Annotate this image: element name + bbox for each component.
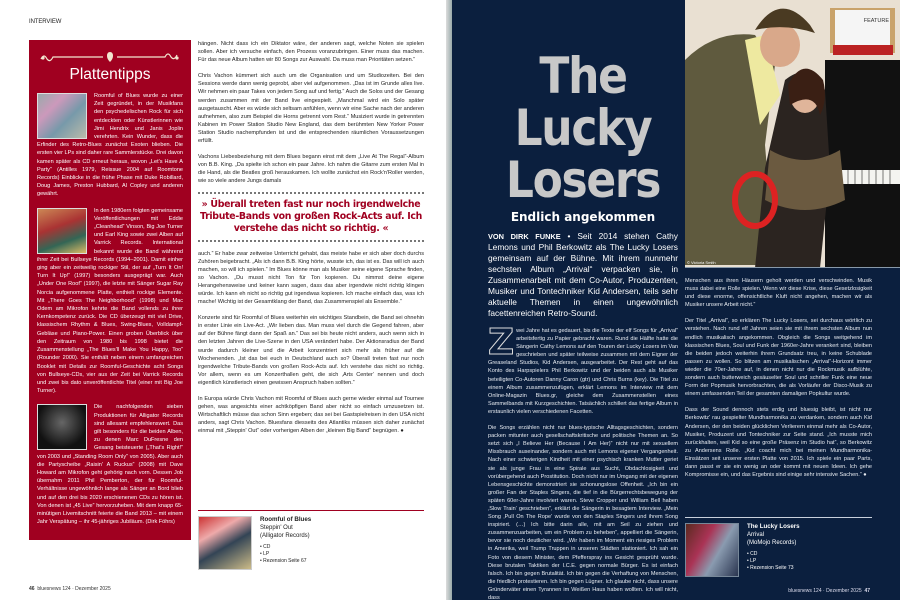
photo-credit: © Victoria Smith xyxy=(687,260,716,265)
page-number: 47 xyxy=(864,588,870,594)
section-label: FEATURE xyxy=(863,18,889,24)
article-paragraph: wei Jahre hat es gedauert, bis die Texte der elf Songs für „Arrival“ arbeitsfertig zu Papier gebracht waren. Rund die Hälfte hatte die Sängerin Cathy Lemons auf den Touren der Lucky Losers im Van geschrieben und später teilweise zusammen mit dem Eigner der Greaseland Studios, Kid Andersen, ausgearbeitet. Der Rest geht auf das Konto des Harpspielers Phil Berkowitz und der beiden auch als Musiker beteiligten Co-Autoren Danny Caron (gtr) und Chris Burns (key). Die Titel zu einem Album zusammenzufügen, erklärt Lemons im Interview mit dem Online-Magazin Blues.gr, gleiche dem Zusammenstellen eines Sammelbands mit Kurzgeschichten. Tatsächlich schillert das fertige Album in erstaunlich vielen verschiedenen Facetten. xyxy=(488,328,678,415)
issue-info: bluesnews 124 · Dezember 2025 xyxy=(788,588,862,594)
article-title xyxy=(488,47,678,209)
article-subtitle: Endlich angekommen xyxy=(510,210,656,224)
album-cover-image xyxy=(685,523,739,577)
section-label: INTERVIEW xyxy=(29,19,62,25)
article-paragraph: In Europa würde Chris Vachon mit Roomful of Blues auch gerne wieder einmal auf Tournee gehen, was angesichts einer achtköpfigen Band aber nicht so einfach umzusetzen ist. Wirtschaftlich müsse das schon Sinn ergeben; das sei bei Gastspielreisen in den USA nicht anders, sagt Chris Vachon. Bluesfans diesseits des Atlantiks müssen sich daher zunächst einmal mit „Steppin' Out“ oder vorherigen Alben der „kleinen Big Band“ begnügen. ● xyxy=(198,396,424,435)
band-photo xyxy=(685,0,900,268)
article-paragraph: hängen. Nicht dass ich ein Diktator wäre, der anderen sagt, welche Noten sie spielen sollen. Aber ich versuche einfach, den Prozess voranzubringen. Einer muss das machen. Für das neue Album hatten wir 80 Songs zur Auswahl. Da muss man Prioritäten setzen.“ xyxy=(198,41,424,64)
album-cover-image xyxy=(198,516,252,570)
record-section xyxy=(685,511,872,578)
record-review-ref: • Rezension Seite 67 xyxy=(260,558,307,564)
record-info xyxy=(198,516,424,570)
divider xyxy=(198,510,424,512)
record-label: (Alligator Records) xyxy=(260,533,310,539)
article-paragraph: Die Songs erzählen nicht nur blues-typische Alltagsgeschichten, sondern packen mitunter auch gesellschaftskritische und politische Themen an. So setzt sich „I Believe Her (Because I Am Her)“ nicht nur mit sexuellem Missbrauch auseinander, sondern auch mit Lemons eigener Vergangenheit. Nach einer schwierigen Kindheit mit einer psychisch kranken Mutter geriet sie als junge Frau in eine Spirale aus Sucht, Obdachlosigkeit und vorübergehend auch Prostitution. Doch nicht nur im Umgang mit der eigenen Lebensgeschichte demonstriert sie schonungslose Offenheit. „Ich bin ein großer Fan der Staples Singers, die tief in die Bürgerrechtsbewegung der späten 60er-Jahre involviert waren. Steve Cropper und William Bell haben ‚Slow Train‘ geschrieben“, erklärt die Sängerin in besagtem Interview. „Mein Song ‚Pull On The Rope‘ wurde von den Staples Singers und ihrem Song inspiriert. (…) Ich bitte darin alle, mit am Seil zu ziehen und zusammenzuarbeiten, um ein Problem zu beheben“, appelliert die Sängerin, bevor sie noch deutlicher wird. „Wir haben im Moment ein riesiges Problem in Amerika, weil Trump Truppen in unseren Städten stationiert. Ich sah ein Foto von diesem Minister, dem Pfefferspray ins Gesicht gesprüht wurde. Diese brutalen Taktiken der I.C.E. gegen normale Bürger. Es ist einfach falsch. Ich bin gegen Brutalität. Ich bin gegen die Verhaftung von Menschen, die friedlich protestieren. Ich bin gegen Lügner. Ich glaube nicht, dass unsere Gründerväter einen Tyrannen im Weißen Haus haben wollten. Ich will nicht, dass xyxy=(488,425,678,601)
article-column xyxy=(198,40,424,570)
article-paragraph: auch.“ Er habe zwar zeitweise Unterricht gehabt, das meiste habe er sich aber doch durchs Zuhören beigebracht. „Als ich dann B.B. King hörte, wusste ich, das ist es. Das will ich auch machen, so will ich spielen.“ Im Blues könne man als Musiker seine eigene Sprache finden, so Vachon. „Du musst nicht Ton für Ton kopieren. Du nimmst deine eigene Herangehensweise und keiner kann sagen, dass das aber irgendwie nicht richtig klingen würde. Ich kann eh nicht so richtig gut irgendwas kopieren. Ich mache einfach das, was ich mache! Wichtig ist der Gesamtklang der Band, das Zusammenspiel als Ensemble.“ xyxy=(198,250,424,306)
record-format: • CD xyxy=(747,551,758,557)
article-paragraph: Konzerte sind für Roomful of Blues weiterhin ein wichtiges Standbein, die Band sei ohnehin in erster Linie ein Live-Act. „Wir lieben das. Man muss viel durch die Gegend fahren, aber auf der Bühne fängt dann der Spaß an.“ Das sei bis heute nicht anders, auch wenn sich in den letzten Jahren die Live-Szene in den USA verändert habe. Der Aktionsradius der Band wurde dadurch kleiner und die Arbeit konzentriert sich mehr als früher auf die Wochenenden. „Ist das bei euch in Deutschland auch so? Überall treten fast nur noch irgendwelche Tribute-Bands von großen Rock-Acts auf. Ich verstehe das nicht so richtig. Vor allem, wenn es um Konzerthallen geht, die sich ‚Arts Center‘ nennen und doch eigentlich künstlerisch einen gewissen Anspruch haben sollten.“ xyxy=(198,315,424,386)
article-header-column xyxy=(488,47,678,610)
dropcap: Z xyxy=(488,322,515,363)
intro-text: • Seit 2014 stehen Cathy Lemons und Phil Berkowitz als The Lucky Losers gemeinsam auf der Bühne. Mit ihrem nunmehr sechsten Album „Arrival“ verpacken sie, in Zusammenarbeit mit dem Co-Autor, Produzenten, Musiker und Tontechniker Kid Andersen, teils sehr aktuelle Themen in einen ungewöhnlich facettenreichen Retro-Sound. xyxy=(488,231,678,318)
byline: VON DIRK FUNKE xyxy=(488,232,561,241)
article-paragraph: Der Titel „Arrival“, so erklären The Lucky Losers, sei durchaus wörtlich zu verstehen. Nach rund elf Jahren seien sie mit ihrem sechsten Album nun endlich musikalisch angekommen. Obgleich die Songs weitgehend im klassischen Blues, Soul und Funk der 1960er-Jahre verankert sind, bleiben die beiden jedoch weiterhin ihrem Grundsatz treu, in keine Schublade passen zu wollen. So blitzen am musikalischen „Arrival“-Horizont immer wieder die 70er-Jahre auf, in denen nicht nur die Rockmusik aufblühte, sondern auch butterweich gesäuselter Soul und schriller Funk eine neue Form der Popmusik hervorbrachten, die als Vorläufer der Disco-Musik zu einem umfassenden Teil der gesamten damaligen Popkultur wurde. xyxy=(685,318,872,398)
album-cover-image xyxy=(37,93,87,139)
pull-quote: » Überall treten fast nur noch irgendwelche Tribute-Bands von großen Rock-Acts auf. Ich verstehe das nicht so richtig. « xyxy=(198,192,424,242)
page-footer xyxy=(788,588,870,594)
record-format: • LP xyxy=(260,551,270,557)
record-review-ref: • Rezension Seite 73 xyxy=(747,565,794,571)
plattentipps-sidebar xyxy=(29,40,191,540)
sidebar-paragraph: In den 1980ern folgten gemeinsame Veröffentlichungen mit Eddie „Cleanhead“ Vinson, Big Joe Turner und Earl King sowie zwei Alben auf Varrick Records. International bekannt wurde die Band während ihrer Zeit bei Bullseye Records (1994–2001). Damit einher ging aber ein zeitweilig rockiger Stil, der auf „Turn It On! Turn It Up!“ (1997) besonders ausgeprägt war. Auch „Under One Roof“ (1997), die letzte mit Sänger Sugar Ray Norcia aufgenommene Platte, enthielt rockige Elemente. Mit „There Goes The Neighborhood“ (1998) und Mac Odem am Mikrofon kehrte die Band vollends zu ihrer Kernkompetenz zurück. Die CD überzeugt mit viel Drive, klassischem Rhythm & Blues, Swing-Blues, Volldampf-Gebläse und Piano-Power. Einen groben Überblick über den Zeitraum von 1980 bis 1998 bietet die Zusammenstellung „The Blues'll Make You Happy, Too“ (Rounder 2000). Sie enthält neben einem umfangreichen Booklet mit Details zur Roomful-Geschichte acht Songs von Bullseye-CDs, vier aus der Zeit bei Varrick Records und zwei bis dato unveröffentlichte Titel (einer mit Big Joe Turner). xyxy=(37,207,183,395)
album-cover-image xyxy=(37,208,87,254)
article-paragraph: Menschen aus ihren Häusern geholt werden und verschwinden. Musik muss dabei eine Rolle spielen. Wenn wir diese Krise, diese Gesetzlosigkeit und diese enorme, offensichtliche Kluft nicht angehen, machen wir als Musiker unsere Arbeit nicht.“ xyxy=(685,278,872,309)
record-format: • LP xyxy=(747,558,757,564)
sidebar-title: Plattentipps xyxy=(69,66,151,83)
record-format: • CD xyxy=(260,544,271,550)
page-number: 46 xyxy=(29,586,35,592)
record-album: Steppin' Out xyxy=(260,525,293,531)
record-info xyxy=(685,523,872,577)
title-line: The Lucky xyxy=(514,47,652,157)
page-footer xyxy=(29,586,111,592)
record-section xyxy=(198,504,424,571)
record-label: (MoMojo Records) xyxy=(747,540,797,546)
article-paragraph: Chris Vachon kümmert sich auch um die Organisation und um Studiozeiten. Bei den Sessions werde dann wenig geprobt, aber viel aufgenommen. „Das ist im Grunde alles live. Wir nehmen ein paar Takes von jedem Song auf und fertig.“ Auch die Solos und der Gesang werden zusammen mit der Band live eingespielt. „Manchmal wird ein Solo später ausgetauscht. Aber es würde sich seltsam anfühlen, wenn wir eine Sache nach der anderen aufnehmen, also zum Beispiel die Horns getrennt vom Rest.“ Musiziert wurde in getrennten Kabinen im Power Station Studio New England, das dem berühmten New Yorker Power Station Studio nachempfunden ist und die entsprechenden räumlichen Voraussetzungen erfüllt. xyxy=(198,73,424,145)
right-page xyxy=(452,0,900,600)
article-intro xyxy=(488,231,678,319)
record-album: Arrival xyxy=(747,532,765,538)
article-paragraph: Vachons Liebesbeziehung mit dem Blues begann einst mit dem „Live At The Regal“-Album von B.B. King. „Da spielte ich schon ein paar Jahre. Ich nahm die Gitarre zum ersten Mal in die Hand, als die Beatles groß herauskamen. Ich wollte zunächst ein Rock'n'Roller werden, wie so viele andere Jungs damals xyxy=(198,154,424,185)
ornament-divider-icon xyxy=(37,50,183,64)
left-page xyxy=(0,0,448,600)
sidebar-paragraph: Die nachfolgenden sieben Produktionen für Alligator Records sind allesamt empfehlenswert. Das gilt besonders für die beiden Alben, zu denen Marc DuFresne den Gesang beisteuerte („That's Right!“ von 2003 und „Standing Room Only“ von 2005). Aber auch die Partyscheibe „Raisin' A Ruckus“ (2008) mit Dave Howard am Mikrofon geht gehörig nach vorn. Dessen Job übernahm 2011 Phil Pemberton, der für Roomful-Verhältnisse ungewöhnlich lange als Sänger an Bord blieb und auf den drei bis 2020 erschienenen CDs zu hören ist. Von denen ist „45 Live“ hervorzuheben. Mit dem knapp 65-minütigen Livemitschnitt feierte die Band 2013 – mit einem Jahr Verspätung – ihr 45-jähriges Jubiläum. (Dirk Föhrs) xyxy=(37,404,183,526)
article-paragraph: Dass der Sound dennoch stets erdig und bluesig bleibt, ist nicht nur Berkowitz' rau gespielter Mundharmonika zu verdanken, sondern auch Kid Andersen, der den beiden glücklichen Verlierern einmal mehr als Co-Autor, Musiker, Produzent und Tontechniker zur Seite stand. „Ich musste mich zurückhalten, weil Kid so eine große Präsenz im Studio hat“, so Berkowitz zu Andersens Rolle. „Kid coacht mich bei meinen Mundharmonika-Einsätzen seit unserer ersten Platte von 2015. Ich spiele ein paar Parts, dann passt er sie ein wenig an oder kommt mit neuen Ideen. Ich gehe Kompromisse ein, und das Ergebnis sind einige sehr intensive Sachen.“ ● xyxy=(685,407,872,479)
issue-info: bluesnews 124 · Dezember 2025 xyxy=(37,586,111,592)
divider xyxy=(685,517,872,519)
article-column-1 xyxy=(488,322,678,610)
record-artist: The Lucky Losers xyxy=(747,523,800,530)
sidebar-paragraph: Roomful of Blues wurde zu einer Zeit gegründet, in der Musikfans den psychedelischen Rock für sich entdeckten oder Künstlerinnen wie Jimi Hendrix und Janis Joplin verehrten. Kein Wunder, dass die Erfinder des Retro-Blues zunächst Exoten blieben. Die ersten vier LPs sind daher rare Sammlerstücke. Drei davon kamen später als CD erneut heraus, wovon „Let's Have A Party“ (Antilles 1979, Reissue 2004 auf Roomtone Records) Einblicke in die frühe Phase mit Duke Robillard, Doug James, Preston Hubbard, Al Copley und anderen gewährt. xyxy=(37,93,183,198)
title-line: Losers xyxy=(505,151,661,209)
record-artist: Roomful of Blues xyxy=(260,516,312,523)
album-cover-image xyxy=(37,404,87,450)
article-column-2 xyxy=(685,277,872,577)
